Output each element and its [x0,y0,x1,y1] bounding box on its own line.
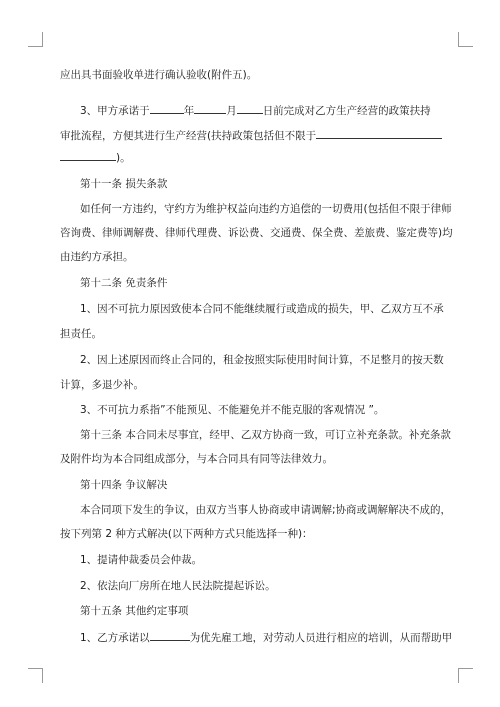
line-text: 1、乙方承诺以 [80,632,150,644]
fill-in-blank [150,103,184,114]
document-line [60,68,460,82]
line-text: 按下列第 2 种方式解决(以下两种方式只能选择一种)： [60,528,313,540]
document-line [80,553,460,567]
document-line [80,177,460,191]
document-line [60,128,460,143]
document-line [60,527,460,541]
line-text: 计算，多退少补。 [60,379,144,391]
document-line [80,202,460,216]
document-line [60,150,460,165]
fill-in-blank [60,150,116,161]
line-text: 第十四条 争议解决 [80,479,168,491]
document-line [80,630,460,645]
line-text: 为优先雇工地，对劳动人员进行相应的培训，从而帮助甲 [189,632,453,644]
line-text: 第十三条 本合同未尽事宜，经甲、乙双方协商一致，可订立补充条款。补充条款 [80,429,451,441]
document-line [60,250,460,264]
line-text: )。 [116,152,131,164]
document-line [80,103,460,118]
document-line [60,452,460,466]
crop-mark-top-right [458,32,473,47]
document-line [80,604,460,618]
fill-in-blank [237,103,263,114]
document-line [60,226,460,240]
fill-in-blank [150,630,190,641]
line-text: 及附件均为本合同组成部分，与本合同具有同等法律效力。 [60,453,333,465]
document-line [80,503,460,517]
line-text: 第十一条 损失条款 [80,178,168,190]
crop-mark-top-left [28,32,43,47]
document-line [80,579,460,593]
line-text: 咨询费、律师调解费、律师代理费、诉讼费、交通费、保全费、差旅费、鉴定费等)均 [60,227,453,239]
line-text: 担责任。 [60,328,102,340]
line-text: 2、依法向厂房所在地人民法院提起诉讼。 [80,580,276,592]
document-line [80,403,460,417]
document-line [80,302,460,316]
document-line [80,276,460,290]
line-text: 1、提请仲裁委员会仲裁。 [80,554,203,566]
document-line [80,428,460,442]
line-text: 2、因上述原因而终止合同的，租金按照实际使用时间计算，不足整月的按天数 [80,354,444,366]
document-line [80,353,460,367]
line-text: 第十五条 其他约定事项 [80,605,189,617]
line-text: 月 [226,105,237,117]
document-line [80,478,460,492]
document-line [60,378,460,392]
fill-in-blank [194,103,226,114]
line-text: 应出具书面验收单进行确认验收(附件五)。 [60,69,258,81]
line-text: 1、因不可抗力原因致使本合同不能继续履行或造成的损失，甲、乙双方互不承 [80,303,444,315]
line-text: 本合同项下发生的争议，由双方当事人协商或申请调解;协商或调解解决不成的， [80,504,452,516]
crop-mark-bottom-right [458,668,473,683]
line-text: 审批流程，方便其进行生产经营(扶持政策包括但不限于 [60,130,317,142]
line-text: 第十二条 免责条件 [80,277,168,289]
line-text: 3、不可抗力系指”不能预见、不能避免并不能克服的客观情况 ”。 [80,404,385,416]
line-text: 年 [183,105,195,117]
crop-mark-bottom-left [28,668,43,683]
line-text: 日前完成对乙方生产经营的政策扶持 [262,105,431,117]
fill-in-blank [316,128,442,139]
line-text: 如任何一方违约，守约方为维护权益向违约方追偿的一切费用(包括但不限于律师 [80,203,452,215]
document-line [60,327,460,341]
line-text: 3、甲方承诺于 [80,105,150,117]
line-text: 由违约方承担。 [60,251,134,263]
